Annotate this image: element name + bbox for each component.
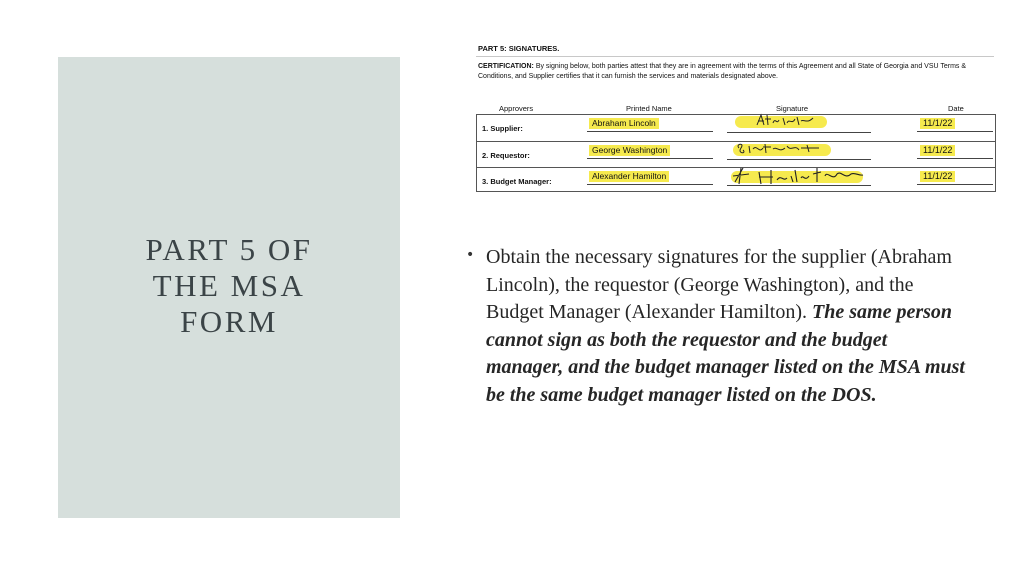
certification-body: By signing below, both parties attest that they are in agreement with the terms of this Agreement and all State of Georgia and VSU Terms & Conditions, and Supplier certifies that it can furnish the services and materials designated above. — [478, 63, 967, 80]
certification-label: CERTIFICATION: — [478, 63, 534, 70]
certification-text — [478, 62, 994, 82]
bullet-emphasis-text: The same person cannot sign as both the requestor and the budget manager, and the budget manager listed on the MSA must be the same budget manager listed on the DOS. — [486, 301, 965, 406]
bullet-paragraph — [486, 244, 966, 409]
slide-title-line-2: THE MSA — [152, 268, 306, 303]
date-underline — [917, 184, 993, 185]
slide-title — [58, 232, 400, 340]
printed-name-field: Abraham Lincoln — [589, 118, 659, 129]
signature-underline — [727, 159, 871, 160]
form-divider — [476, 56, 994, 57]
signature-table — [476, 114, 996, 192]
column-header-printed-name: Printed Name — [626, 104, 672, 113]
row-role: 2. Requestor: — [482, 151, 530, 160]
signature-underline — [727, 132, 871, 133]
date-underline — [917, 158, 993, 159]
row-role: 1. Supplier: — [482, 124, 523, 133]
form-part-heading: PART 5: SIGNATURES. — [478, 44, 560, 53]
slide-title-line-3: FORM — [180, 304, 278, 339]
date-underline — [917, 131, 993, 132]
date-field: 11/1/22 — [920, 118, 955, 129]
row-role: 3. Budget Manager: — [482, 177, 552, 186]
column-header-date: Date — [948, 104, 964, 113]
printed-name-field: Alexander Hamilton — [589, 171, 669, 182]
msa-signature-form-image — [476, 42, 996, 194]
date-field: 11/1/22 — [920, 145, 955, 156]
column-header-approvers: Approvers — [499, 104, 534, 113]
name-underline — [587, 131, 713, 132]
name-underline — [587, 184, 713, 185]
signature-row-budget-manager — [477, 167, 995, 193]
bullet-marker: • — [466, 247, 475, 263]
signature-underline — [727, 185, 871, 186]
bullet-plain-text: Obtain the necessary signatures for the supplier (Abraham Lincoln), the requestor (George Washington), and the Budget Manager (Alexander Hamilton). — [486, 246, 952, 323]
slide-title-line-1: PART 5 OF — [145, 232, 313, 267]
column-header-signature: Signature — [776, 104, 809, 113]
printed-name-field: George Washington — [589, 145, 670, 156]
name-underline — [587, 158, 713, 159]
date-field: 11/1/22 — [920, 171, 955, 182]
